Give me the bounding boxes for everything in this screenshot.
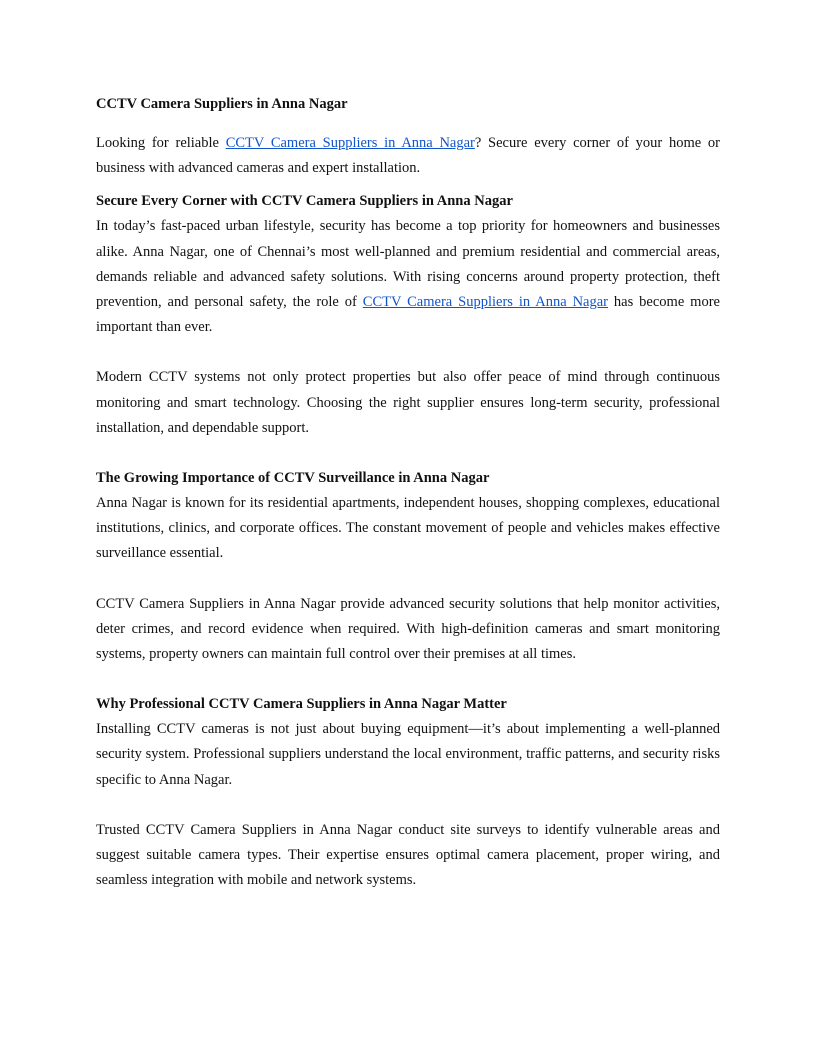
intro-text-before: Looking for reliable (96, 135, 226, 151)
section-2-paragraph-2: CCTV Camera Suppliers in Anna Nagar provide advanced security solutions that help monitor activities, deter crimes, and record evidence when required. With high-definition cameras and smart monitoring systems, property owners can maintain full control over their premises at all times. (96, 595, 720, 663)
section-1-paragraph-2: Modern CCTV systems not only protect properties but also offer peace of mind through continuous monitoring and smart technology. Choosing the right supplier ensures long-term security, professional installation, and dependable support. (96, 369, 720, 436)
document-page (96, 94, 720, 893)
intro-paragraph (96, 131, 720, 181)
intro-text-after: ? Secure every corner of your home or business with advanced cameras and expert installation. (96, 135, 720, 177)
section-2-paragraph-1: Anna Nagar is known for its residential apartments, independent houses, shopping complexes, educational institutions, clinics, and corporate offices. The constant movement of people and vehicles makes effective surveillance essential. (96, 495, 720, 562)
section-heading-why-professional: Why Professional CCTV Camera Suppliers in Anna Nagar Matter (96, 696, 507, 713)
section-1-text-after: has become more important than ever. (96, 294, 720, 336)
section-1-text-before: In today’s fast-paced urban lifestyle, security has become a top priority for homeowners and businesses alike. Anna Nagar, one of Chennai’s most well-planned and premium residential and commercial areas, demands reliable and advanced safety solutions. With rising concerns around property protection, theft prevention, and personal safety, the role of (96, 218, 720, 311)
section-heading-growing-importance: The Growing Importance of CCTV Surveillance in Anna Nagar (96, 470, 490, 487)
section-spacer (96, 441, 720, 466)
intro-link[interactable]: CCTV Camera Suppliers in Anna Nagar (225, 135, 475, 151)
section-1-paragraph-1 (96, 214, 720, 340)
paragraph-spacer (96, 567, 720, 592)
paragraph-spacer (96, 340, 720, 365)
section-spacer (96, 667, 720, 692)
section-3-paragraph-2: Trusted CCTV Camera Suppliers in Anna Nagar conduct site surveys to identify vulnerable areas and suggest suitable camera types. Their expertise ensures optimal camera placement, proper wiring, and seamless integration with mobile and network systems. (96, 821, 720, 889)
section-3-paragraph-1: Installing CCTV cameras is not just about buying equipment—it’s about implementing a well-planned security system. Professional suppliers understand the local environment, traffic patterns, and security risks specific to Anna Nagar. (96, 721, 720, 788)
paragraph-spacer (96, 793, 720, 818)
document-title: CCTV Camera Suppliers in Anna Nagar (96, 96, 348, 112)
section-1-link[interactable]: CCTV Camera Suppliers in Anna Nagar (362, 294, 608, 311)
section-heading-secure-every-corner: Secure Every Corner with CCTV Camera Suppliers in Anna Nagar (96, 193, 513, 210)
